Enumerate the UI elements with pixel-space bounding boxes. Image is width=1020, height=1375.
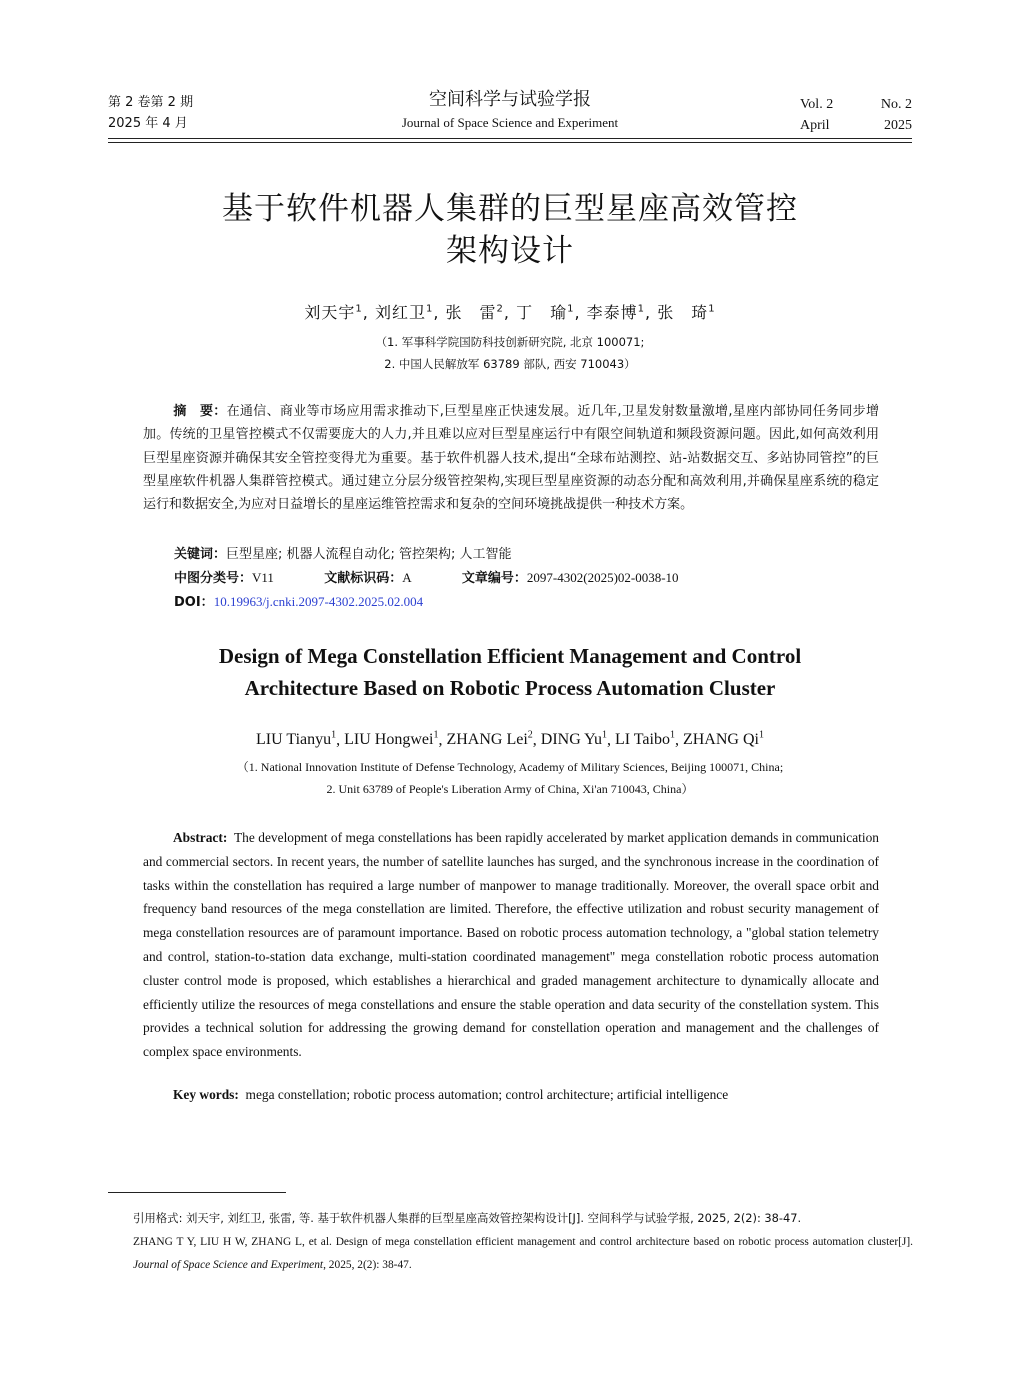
author-cn: 刘红卫$^1$ (374, 303, 434, 322)
author-cn: 李泰博$^1$ (586, 303, 646, 322)
author-en: DING Yu$^1$ (540, 730, 607, 749)
author-en: LIU Hongwei$^1$ (344, 730, 439, 749)
title-en-line2: Architecture Based on Robotic Process Automation Cluster (244, 676, 776, 700)
authors-cn: 刘天宇$^1$, 刘红卫$^1$, 张 雷$^2$, 丁 瑜$^1$, 李泰博$^1$, 张 琦$^1$ (304, 303, 716, 322)
header-rule-bottom (108, 142, 912, 143)
journal-title-en: Journal of Space Science and Experiment (401, 115, 619, 130)
affiliations-cn (200, 331, 820, 375)
citation-cn: 引用格式: 刘天宇, 刘红卫, 张雷, 等. 基于软件机器人集群的巨型星座高效管控架构设计[J]. 空间科学与试验学报, 2025, 2(2): 38-47. (133, 1211, 802, 1225)
doi-link[interactable]: 10.19963/j.cnki.2097-4302.2025.02.004 (213, 594, 424, 609)
authors-en: LIU Tianyu$^1$, LIU Hongwei$^1$, ZHANG Lei$^2$, DING Yu$^1$, LI Taibo$^1$, ZHANG Qi$^1$ (256, 730, 764, 749)
affiliation-cn-2: 2. 中国人民解放军 63789 部队, 西安 710043） (384, 357, 636, 371)
abstract-cn-text: 在通信、商业等市场应用需求推动下,巨型星座正快速发展。近几年,卫星发射数量激增,星座内部协同任务同步增加。传统的卫星管控模式不仅需要庞大的人力,并且难以应对巨型星座运行中有限空间轨道和频段资源问题。因此,如何高效利用巨型星座资源并确保其安全管控变得尤为重要。基于软件机器人技术,提出“全球布站测控、站-站数据交互、多站协同管控”的巨型星座软件机器人集群管控模式。通过建立分层分级管控架构,实现巨型星座资源的动态分配和高效利用,并确保星座系统的稳定运行和数据安全,为应对日益增长的星座运维管控需求和复杂的空间环境挑战提供一种技术方案。 (143, 404, 879, 513)
author-cn: 刘天宇$^1$ (304, 303, 363, 322)
title-cn-line1: 基于软件机器人集群的巨型星座高效管控 (222, 191, 798, 227)
keywords-en-text: mega constellation; robotic process automation; control architecture; artificial intelligence (245, 1087, 729, 1102)
author-cn: 张 雷$^2$ (445, 303, 504, 322)
citation-en: ZHANG T Y, LIU H W, ZHANG L, et al. Design of mega constellation efficient management and control architecture based on robotic process automation cluster[J]. Journal of Space Science and Experiment, 2025, 2(2): 38-47. (133, 1235, 913, 1271)
affiliation-en-2: 2. Unit 63789 of People's Liberation Army of China, Xi'an 710043, China） (326, 782, 694, 796)
classification-row (174, 567, 679, 586)
author-cn: 张 琦$^1$ (657, 303, 716, 322)
abstract-cn-label: 摘 要： (173, 404, 227, 419)
doc-code-label: 文献标识码： (324, 571, 403, 586)
issue-en: No. 2 (880, 97, 912, 112)
clc-label: 中图分类号： (174, 571, 253, 586)
author-en: LI Taibo$^1$ (614, 730, 675, 749)
volume-issue-cn: 第 2 卷第 2 期 (108, 95, 194, 110)
abstract-en-label: Abstract: (173, 830, 228, 845)
journal-title-cn: 空间科学与试验学报 (429, 89, 591, 110)
page-title-en (120, 640, 900, 704)
author-en: LIU Tianyu$^1$ (256, 730, 337, 749)
title-cn-line2: 架构设计 (446, 233, 574, 269)
date-cn: 2025 年 4 月 (108, 116, 188, 131)
month-en: April (800, 118, 830, 133)
volume-en: Vol. 2 (800, 97, 834, 112)
header-right (800, 94, 912, 136)
footnote-rule (108, 1192, 286, 1193)
doi-row (174, 591, 423, 610)
affiliation-en-1: （1. National Innovation Institute of Defense Technology, Academy of Military Sciences, Beijing 100071, China; (236, 760, 784, 774)
citation-en-journal: Journal of Space Science and Experiment (133, 1259, 324, 1271)
keywords-cn (174, 543, 512, 562)
abstract-en (143, 826, 879, 1064)
page-title-cn (120, 188, 900, 272)
article-number-label: 文章编号： (461, 571, 527, 586)
year-en: 2025 (884, 118, 912, 133)
author-en: ZHANG Lei$^2$ (446, 730, 533, 749)
header-rule-top (108, 138, 912, 139)
keywords-en (173, 1087, 728, 1103)
keywords-en-label: Key words: (173, 1087, 239, 1102)
title-en-line1: Design of Mega Constellation Efficient Management and Control (218, 644, 802, 668)
doc-code-value: A (402, 570, 412, 585)
header-center (300, 88, 720, 134)
affiliations-en (140, 756, 880, 800)
doi-label: DOI： (174, 595, 214, 610)
keywords-cn-text: 巨型星座; 机器人流程自动化; 管控架构; 人工智能 (226, 547, 512, 562)
affiliation-cn-1: （1. 军事科学院国防科技创新研究院, 北京 100071; (375, 335, 645, 349)
abstract-cn (143, 400, 879, 516)
author-cn: 丁 瑜$^1$ (516, 303, 575, 322)
abstract-en-text: The development of mega constellations has been rapidly accelerated by market application demands in communication and commercial sectors. In recent years, the number of satellite launches has surged, and the synchronous increase in the coordination of tasks within the constellation has required a large number of manpower to manage traditionally. Moreover, the overall space orbit and frequency band resources of the mega constellation are limited. Therefore, the effective utilization and robust security management of mega constellation resources are of paramount importance. Based on robotic process automation technology, a "global station telemetry and control, station-to-station data exchange, multi-station coordinated management" mega constellation robotic process automation cluster control mode is proposed, which establishes a hierarchical and graded management architecture to dynamically allocate and efficiently utilize the resources of mega constellations and ensure the stable operation and data security of the constellation system. This provides a technical solution for addressing the growing demand for constellation operation and management and the challenges of complex space environments. (143, 830, 879, 1060)
article-number-value: 2097-4302(2025)02-0038-10 (526, 570, 679, 585)
author-en: ZHANG Qi$^1$ (682, 730, 764, 749)
keywords-cn-label: 关键词： (174, 547, 227, 562)
header-left (108, 92, 193, 134)
citation-footnote (133, 1207, 913, 1278)
clc-value: V11 (252, 570, 274, 585)
